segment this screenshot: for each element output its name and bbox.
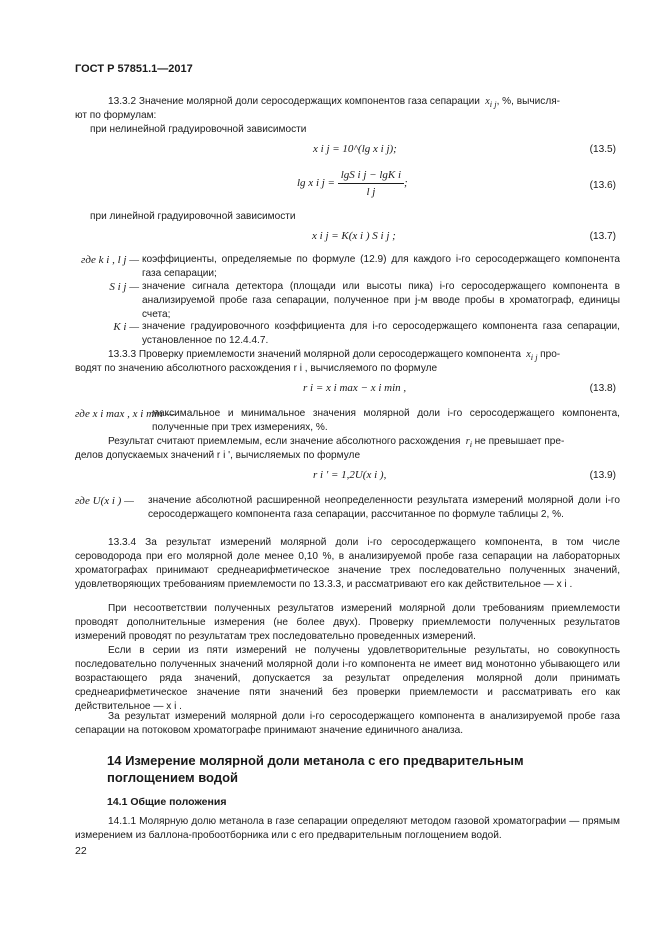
formula-13-6-denominator: l j bbox=[366, 186, 376, 198]
where-sym-s: S i j — bbox=[109, 281, 139, 293]
where-sym-u: где U(x i ) — bbox=[75, 495, 134, 507]
where-sym-xmax-xmin: где x i max , x i min — bbox=[75, 408, 176, 420]
section-14-1-title: 14.1 Общие положения bbox=[107, 796, 227, 808]
formula-13-5 bbox=[313, 142, 397, 156]
nonlinear-label: при нелинейной градуировочной зависимости bbox=[90, 124, 307, 135]
formula-13-7-text: x i j = K(x i ) S i j ; bbox=[312, 230, 396, 242]
where-sym-k-l: где k i , l j — bbox=[81, 254, 139, 266]
eq-number-13-9: (13.9) bbox=[589, 470, 616, 481]
para-13-3-3-tail: про- bbox=[540, 349, 561, 360]
formula-13-9 bbox=[313, 468, 386, 482]
formula-13-6-fraction bbox=[338, 168, 404, 199]
para-13-3-2-line1: 13.3.2 Значение молярной доли серосодержащих компонентов газа сепарации $x_{i j}$, %, вычисля- bbox=[75, 95, 620, 112]
eq-number-13-7: (13.7) bbox=[589, 231, 616, 242]
formula-13-5-text: x i j = 10^(lg x i j); bbox=[313, 143, 397, 155]
formula-13-9-text: r i ' = 1,2U(x i ), bbox=[313, 469, 387, 481]
eq-number-13-8: (13.8) bbox=[589, 383, 616, 394]
linear-label: при линейной градуировочной зависимости bbox=[90, 211, 296, 222]
formula-13-6-numerator: lgS i j − lgK i bbox=[338, 168, 404, 184]
eq-number-13-5: (13.5) bbox=[589, 144, 616, 155]
formula-13-7 bbox=[312, 229, 396, 243]
para-non-compliance: При несоответствии полученных результатов измерений молярной доли требованиям приемлемости проводят дополнительные измерения (не более двух). Проверку приемлемости полученных результатов измерений проводят по результатам трех последовательно проведенных измерений. bbox=[75, 603, 620, 642]
where-sym-k: K i — bbox=[113, 321, 139, 333]
document-header: ГОСТ Р 57851.1—2017 bbox=[75, 63, 193, 75]
para-flow-chromatograph: За результат измерений молярной доли i-го серосодержащего компонента в анализируемой пробе газа сепарации на потоковом хроматографе принимают значение единичного анализа. bbox=[75, 711, 620, 736]
page-number: 22 bbox=[75, 845, 87, 857]
formula-13-8 bbox=[303, 381, 406, 395]
formula-13-6-tail: ; bbox=[404, 177, 408, 190]
formula-13-6-lhs: lg x i j = bbox=[297, 177, 335, 190]
para-13-3-4: 13.3.4 За результат измерений молярной доли i-го серосодержащего компонента, в том числе сероводорода при его молярной доле менее 0,10 %, в анализируемой пробе газа сепарации на лабораторных хроматографах принимают среднеарифметическое значение трех последовательно полученных значений, удовлетворяющих требованиям приемлемости по 13.3.3, и рассматривают его как действительное — x i . bbox=[75, 537, 620, 590]
para-13-3-3-line2: водят по значению абсолютного расхождения r i , вычисляемого по формуле bbox=[75, 363, 438, 374]
para-13-3-3-text: 13.3.3 Проверку приемлемости значений молярной доли серосодержащего компонента bbox=[108, 349, 521, 360]
para-result-line1: Результат считают приемлемым, если значение абсолютного расхождения $r_i$ не превышает пре- bbox=[75, 435, 620, 452]
eq-number-13-6: (13.6) bbox=[589, 180, 616, 191]
formula-13-6 bbox=[297, 168, 408, 199]
where-def-s: значение сигнала детектора (площади или высоты пика) i-го серосодержащего компонента в анализируемой пробе газа сепарации, полученное при j-м вводе пробы в хроматограф, единицы счета; bbox=[142, 281, 620, 320]
section-14-title: 14 Измерение молярной доли метанола с его предварительным поглощением водой bbox=[107, 753, 524, 785]
para-result-text: Результат считают приемлемым, если значение абсолютного расхождения bbox=[108, 436, 461, 447]
where-def-xmax-xmin: максимальное и минимальное значения молярной доли i-го серосодержащего компонента, полученные при трех измерениях, %. bbox=[152, 408, 620, 433]
para-13-3-2-intro: 13.3.2 Значение молярной доли серосодержащих компонентов газа сепарации bbox=[108, 96, 480, 107]
para-five-measurements: Если в серии из пяти измерений не получены удовлетворительные результаты, но совокупность последовательно полученных значений молярной доли i-го компонента не имеет вид монотонно убывающего или возрастающего ряда значений, допускается за результат определения молярной доли принимать среднеарифметическое значение пяти значений без проверки приемлемости и рассматривать его как действительное — x i . bbox=[75, 645, 620, 712]
where-def-k: значение градуировочного коэффициента для i-го серосодержащего компонента газа сепарации, установленное по 12.4.4.7. bbox=[142, 321, 620, 346]
where-def-u: значение абсолютной расширенной неопределенности результата измерений молярной доли i-го серосодержащего компонента газа сепарации, рассчитанное по формуле таблицы 2, %. bbox=[148, 495, 620, 520]
para-13-3-3-line1: 13.3.3 Проверку приемлемости значений молярной доли серосодержащего компонента $x_{i j}$ про- bbox=[75, 348, 620, 365]
where-def-k-l: коэффициенты, определяемые по формуле (12.9) для каждого i-го серосодержащего компонента газа сепарации; bbox=[142, 254, 620, 279]
para-13-3-2-intro-tail: , %, вычисля- bbox=[496, 96, 561, 107]
para-result-tail: не превышает пре- bbox=[474, 436, 565, 447]
para-result-line2: делов допускаемых значений r i ', вычисляемых по формуле bbox=[75, 450, 361, 461]
para-14-1-1: 14.1.1 Молярную долю метанола в газе сепарации определяют методом газовой хроматографии — прямым измерением из баллона-пробоотборника или с его предварительным поглощением водой. bbox=[75, 816, 620, 841]
formula-13-8-text: r i = x i max − x i min , bbox=[303, 382, 407, 394]
para-13-3-2-line2: ют по формулам: bbox=[75, 110, 157, 121]
